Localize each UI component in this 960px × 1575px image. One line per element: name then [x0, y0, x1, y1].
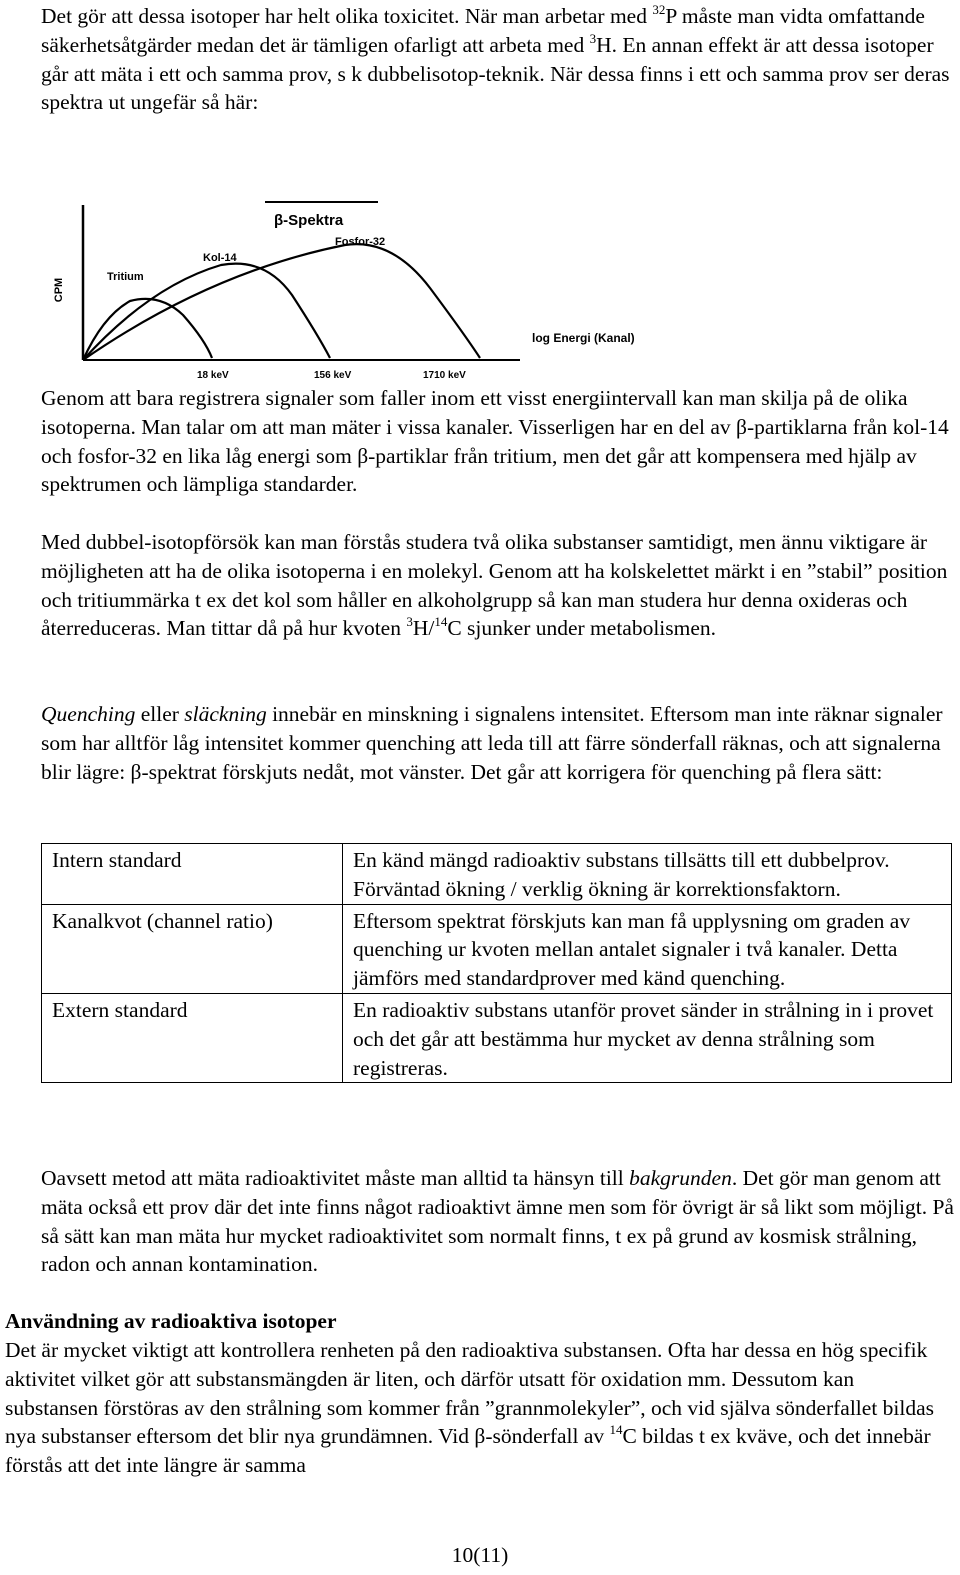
x-tick-18kev: 18 keV: [197, 370, 229, 381]
dual-isotope-paragraph: Med dubbel-isotopförsök kan man förstås studera två olika substanser samtidigt, men ännu viktigare är möjligheten att ha de olika isotoperna i en molekyl. Genom att ha kolskelettet märkt i en ”stabil” position och tritiummärka t ex det kol som håller en alkoholgrupp så kan man studera hur denna oxideras och återreduceras. Man tittar då på hur kvoten $^3$H/$^{14}$C sjunker under metabolismen.: [41, 530, 948, 641]
intro-paragraph: Det gör att dessa isotoper har helt olika toxicitet. När man arbetar med $^{32}$P måste man vidta omfattande säkerhetsåtgärder medan det är tämligen ofarligt att arbeta med $^3$H. En annan effekt är att dessa isotoper går att mäta i ett och samma prov, s k dubbelisotop-teknik. När dessa finns i ett och samma prov ser deras spektra ut ungefär så här:: [41, 2, 950, 115]
quenching-paragraph: Quenching eller släckning innebär en minskning i signalens intensitet. Eftersom man inte räknar signaler som har alltför låg intensitet kommer quenching att leda till att färre sönderfall räknas, och att signalerna blir lägre: β-spektrat förskjuts nedåt, mot vänster. Det går att korrigera för quenching på flera sätt:: [41, 702, 943, 784]
series-label-kol-14: Kol-14: [203, 252, 237, 264]
page-number: 10(11): [451, 1543, 509, 1567]
section-paragraph: Det är mycket viktigt att kontrollera renheten på den radioaktiva substansen. Ofta har dessa en hög specifik aktivitet vilket gör att substansmängden är liten, och därför utsatt för oxidation mm. Dessutom kan substansen förstöras av den strålning som kommer från ”grannmolekyler”, och vid själva sönderfallet bildas nya substanser eftersom det blir nya grundämnen. Vid β-sönderfall av $^{14}$C bildas t ex kväve, och det innebär förstås att det inte längre är samma: [5, 1338, 935, 1478]
table-row: [42, 993, 952, 1082]
beta-spectra-chart: [40, 190, 640, 385]
curve-fosfor-32: [83, 244, 480, 360]
chart-title: β-Spektra: [274, 212, 344, 229]
y-axis-label: CPM: [53, 277, 65, 303]
table-cell-method: Kanalkvot (channel ratio): [42, 904, 343, 993]
curve-tritium: [83, 299, 212, 360]
term-bakgrunden: bakgrunden: [629, 1166, 732, 1190]
x-axis-label: log Energi (Kanal): [532, 331, 635, 345]
x-tick-1710kev: 1710 keV: [423, 370, 466, 381]
background-paragraph: Oavsett metod att mäta radioaktivitet måste man alltid ta hänsyn till bakgrunden. Det gör man genom att mäta också ett prov där det inte finns något radioaktivt ämne men som för övrigt är så likt som möjligt. På så sätt kan man mäta hur mycket radioaktivitet som normalt finns, t ex på grund av kosmisk strålning, radon och annan kontamination.: [41, 1166, 954, 1277]
quenching-correction-table: [41, 843, 952, 1083]
table-row: [42, 904, 952, 993]
table-cell-method: Intern standard: [42, 844, 343, 905]
table-cell-description: En radioaktiv substans utanför provet sänder in strålning in i provet och det går att bestämma hur mycket av denna strålning som registreras.: [343, 993, 952, 1082]
x-tick-156kev: 156 keV: [314, 370, 352, 381]
series-label-tritium: Tritium: [107, 271, 144, 283]
channels-paragraph: Genom att bara registrera signaler som faller inom ett visst energiintervall kan man skilja på de olika isotoperna. Man talar om att man mäter i vissa kanaler. Visserligen har en del av β-partiklarna från kol-14 och fosfor-32 en lika låg energi som β-partiklar från tritium, men det går att kompensera med hjälp av spektrumen och lämpliga standarder.: [41, 386, 949, 497]
term-slackning: släckning: [184, 702, 267, 726]
table-cell-description: Eftersom spektrat förskjuts kan man få upplysning om graden av quenching ur kvoten mellan antalet signaler i två kanaler. Detta jämförs med standardprover med känd quenching.: [343, 904, 952, 993]
table-row: [42, 844, 952, 905]
table-cell-method: Extern standard: [42, 993, 343, 1082]
section-heading: Användning av radioaktiva isotoper: [5, 1309, 337, 1333]
series-label-fosfor-32: Fosfor-32: [335, 236, 386, 248]
term-quenching: Quenching: [41, 702, 136, 726]
table-cell-description: En känd mängd radioaktiv substans tillsätts till ett dubbelprov. Förväntad ökning / verklig ökning är korrektionsfaktorn.: [343, 844, 952, 905]
